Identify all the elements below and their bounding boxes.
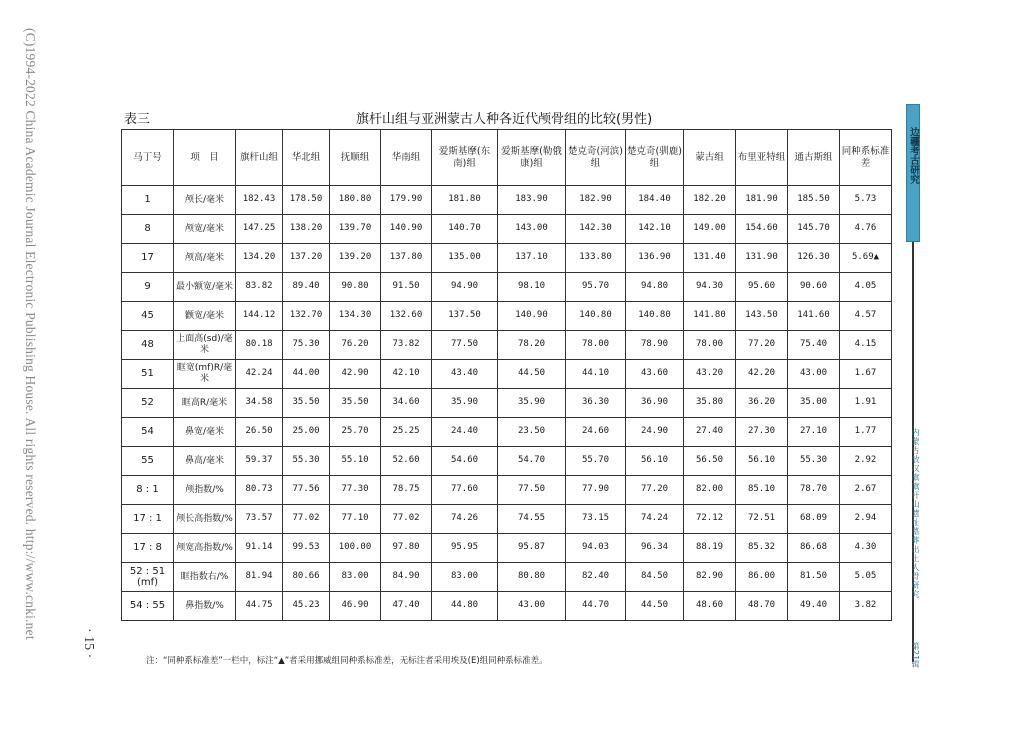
value-cell: 77.90 bbox=[566, 476, 626, 505]
table-footnote: 注：“同种系标准差”一栏中，标注“▲”者采用挪威组同种系标准差，无标注者采用埃及(E)组同种系标准差。 bbox=[146, 656, 548, 666]
value-cell: 25.70 bbox=[330, 418, 381, 447]
martin-number-cell: 1 bbox=[122, 186, 174, 215]
martin-number-cell: 51 bbox=[122, 360, 174, 389]
value-cell: 137.20 bbox=[283, 244, 330, 273]
table-body bbox=[122, 186, 892, 621]
value-cell: 182.90 bbox=[566, 186, 626, 215]
column-header: 同种系标准差 bbox=[840, 130, 892, 186]
martin-number-cell: 55 bbox=[122, 447, 174, 476]
value-cell: 72.12 bbox=[684, 505, 736, 534]
value-cell: 5.69▲ bbox=[840, 244, 892, 273]
value-cell: 83.00 bbox=[432, 563, 498, 592]
table-row bbox=[122, 360, 892, 389]
table-row bbox=[122, 563, 892, 592]
column-header: 华南组 bbox=[381, 130, 432, 186]
value-cell: 132.70 bbox=[283, 302, 330, 331]
value-cell: 4.76 bbox=[840, 215, 892, 244]
value-cell: 55.30 bbox=[788, 447, 840, 476]
value-cell: 43.20 bbox=[684, 360, 736, 389]
value-cell: 139.20 bbox=[330, 244, 381, 273]
value-cell: 45.23 bbox=[283, 592, 330, 621]
value-cell: 138.20 bbox=[283, 215, 330, 244]
value-cell: 86.00 bbox=[736, 563, 788, 592]
column-header: 华北组 bbox=[283, 130, 330, 186]
value-cell: 42.24 bbox=[236, 360, 283, 389]
value-cell: 143.00 bbox=[498, 215, 566, 244]
value-cell: 43.60 bbox=[626, 360, 684, 389]
value-cell: 85.10 bbox=[736, 476, 788, 505]
value-cell: 144.12 bbox=[236, 302, 283, 331]
value-cell: 145.70 bbox=[788, 215, 840, 244]
value-cell: 82.40 bbox=[566, 563, 626, 592]
value-cell: 48.70 bbox=[736, 592, 788, 621]
martin-number-cell: 17 bbox=[122, 244, 174, 273]
value-cell: 140.90 bbox=[498, 302, 566, 331]
value-cell: 2.94 bbox=[840, 505, 892, 534]
column-header: 爱斯基摩(勒俄康)组 bbox=[498, 130, 566, 186]
value-cell: 48.60 bbox=[684, 592, 736, 621]
martin-number-cell: 17 : 1 bbox=[122, 505, 174, 534]
table-row bbox=[122, 273, 892, 302]
value-cell: 178.50 bbox=[283, 186, 330, 215]
column-header: 抚顺组 bbox=[330, 130, 381, 186]
value-cell: 140.70 bbox=[432, 215, 498, 244]
value-cell: 78.90 bbox=[626, 331, 684, 360]
journal-side-tab bbox=[906, 104, 920, 242]
value-cell: 77.50 bbox=[432, 331, 498, 360]
value-cell: 56.50 bbox=[684, 447, 736, 476]
value-cell: 43.00 bbox=[498, 592, 566, 621]
value-cell: 181.90 bbox=[736, 186, 788, 215]
value-cell: 27.10 bbox=[788, 418, 840, 447]
value-cell: 94.90 bbox=[432, 273, 498, 302]
value-cell: 27.40 bbox=[684, 418, 736, 447]
value-cell: 94.80 bbox=[626, 273, 684, 302]
value-cell: 49.40 bbox=[788, 592, 840, 621]
value-cell: 131.40 bbox=[684, 244, 736, 273]
value-cell: 132.60 bbox=[381, 302, 432, 331]
table-row bbox=[122, 447, 892, 476]
value-cell: 68.09 bbox=[788, 505, 840, 534]
value-cell: 72.51 bbox=[736, 505, 788, 534]
measurement-item-cell: 鼻高/毫米 bbox=[174, 447, 236, 476]
value-cell: 81.94 bbox=[236, 563, 283, 592]
measurement-item-cell: 颅长/毫米 bbox=[174, 186, 236, 215]
value-cell: 137.50 bbox=[432, 302, 498, 331]
value-cell: 4.15 bbox=[840, 331, 892, 360]
value-cell: 42.90 bbox=[330, 360, 381, 389]
table-row bbox=[122, 215, 892, 244]
value-cell: 99.53 bbox=[283, 534, 330, 563]
value-cell: 56.10 bbox=[626, 447, 684, 476]
table-row bbox=[122, 389, 892, 418]
value-cell: 1.91 bbox=[840, 389, 892, 418]
measurement-item-cell: 颧宽/毫米 bbox=[174, 302, 236, 331]
value-cell: 56.10 bbox=[736, 447, 788, 476]
column-header: 楚克奇(河滨)组 bbox=[566, 130, 626, 186]
value-cell: 83.82 bbox=[236, 273, 283, 302]
measurement-item-cell: 鼻宽/毫米 bbox=[174, 418, 236, 447]
value-cell: 47.40 bbox=[381, 592, 432, 621]
value-cell: 74.26 bbox=[432, 505, 498, 534]
value-cell: 141.80 bbox=[684, 302, 736, 331]
value-cell: 25.00 bbox=[283, 418, 330, 447]
value-cell: 44.00 bbox=[283, 360, 330, 389]
value-cell: 54.60 bbox=[432, 447, 498, 476]
value-cell: 95.70 bbox=[566, 273, 626, 302]
value-cell: 142.10 bbox=[626, 215, 684, 244]
value-cell: 131.90 bbox=[736, 244, 788, 273]
value-cell: 140.90 bbox=[381, 215, 432, 244]
value-cell: 80.18 bbox=[236, 331, 283, 360]
measurement-item-cell: 眶指数右/% bbox=[174, 563, 236, 592]
measurement-item-cell: 鼻指数/% bbox=[174, 592, 236, 621]
martin-number-cell: 9 bbox=[122, 273, 174, 302]
value-cell: 26.50 bbox=[236, 418, 283, 447]
value-cell: 5.73 bbox=[840, 186, 892, 215]
value-cell: 179.90 bbox=[381, 186, 432, 215]
value-cell: 35.00 bbox=[788, 389, 840, 418]
journal-side-tab-label: 边疆考古研究 bbox=[908, 127, 919, 184]
value-cell: 73.15 bbox=[566, 505, 626, 534]
value-cell: 44.50 bbox=[626, 592, 684, 621]
value-cell: 91.50 bbox=[381, 273, 432, 302]
measurement-item-cell: 眶高R/毫米 bbox=[174, 389, 236, 418]
measurement-item-cell: 颅宽/毫米 bbox=[174, 215, 236, 244]
value-cell: 85.32 bbox=[736, 534, 788, 563]
value-cell: 24.60 bbox=[566, 418, 626, 447]
value-cell: 4.57 bbox=[840, 302, 892, 331]
value-cell: 183.90 bbox=[498, 186, 566, 215]
value-cell: 42.10 bbox=[381, 360, 432, 389]
value-cell: 77.56 bbox=[283, 476, 330, 505]
value-cell: 80.66 bbox=[283, 563, 330, 592]
article-running-title: 内蒙古敖汉旗旗杆山遗址墓葬出土人骨研究 bbox=[911, 428, 920, 599]
value-cell: 134.20 bbox=[236, 244, 283, 273]
value-cell: 136.90 bbox=[626, 244, 684, 273]
value-cell: 74.55 bbox=[498, 505, 566, 534]
value-cell: 1.77 bbox=[840, 418, 892, 447]
martin-number-cell: 52 bbox=[122, 389, 174, 418]
value-cell: 81.50 bbox=[788, 563, 840, 592]
value-cell: 77.20 bbox=[736, 331, 788, 360]
measurement-item-cell: 颅长高指数/% bbox=[174, 505, 236, 534]
value-cell: 78.75 bbox=[381, 476, 432, 505]
value-cell: 89.40 bbox=[283, 273, 330, 302]
copyright-watermark: (C)1994-2022 China Academic Journal Electronic Publishing House. All rights reserved. http://www.cnki.net bbox=[23, 28, 38, 640]
value-cell: 78.00 bbox=[684, 331, 736, 360]
value-cell: 35.50 bbox=[283, 389, 330, 418]
column-header: 爱斯基摩(东南)组 bbox=[432, 130, 498, 186]
value-cell: 83.00 bbox=[330, 563, 381, 592]
value-cell: 126.30 bbox=[788, 244, 840, 273]
value-cell: 90.60 bbox=[788, 273, 840, 302]
column-header: 楚克奇(驯鹿)组 bbox=[626, 130, 684, 186]
value-cell: 36.90 bbox=[626, 389, 684, 418]
value-cell: 147.25 bbox=[236, 215, 283, 244]
value-cell: 77.02 bbox=[381, 505, 432, 534]
value-cell: 77.20 bbox=[626, 476, 684, 505]
value-cell: 135.00 bbox=[432, 244, 498, 273]
value-cell: 2.67 bbox=[840, 476, 892, 505]
value-cell: 185.50 bbox=[788, 186, 840, 215]
value-cell: 77.60 bbox=[432, 476, 498, 505]
martin-number-cell: 48 bbox=[122, 331, 174, 360]
comparison-table-container bbox=[121, 129, 891, 621]
value-cell: 78.00 bbox=[566, 331, 626, 360]
martin-number-cell: 45 bbox=[122, 302, 174, 331]
value-cell: 73.82 bbox=[381, 331, 432, 360]
value-cell: 76.20 bbox=[330, 331, 381, 360]
value-cell: 77.02 bbox=[283, 505, 330, 534]
value-cell: 139.70 bbox=[330, 215, 381, 244]
value-cell: 137.80 bbox=[381, 244, 432, 273]
martin-number-cell: 52 : 51 (mf) bbox=[122, 563, 174, 592]
value-cell: 59.37 bbox=[236, 447, 283, 476]
value-cell: 77.50 bbox=[498, 476, 566, 505]
value-cell: 88.19 bbox=[684, 534, 736, 563]
value-cell: 90.80 bbox=[330, 273, 381, 302]
value-cell: 44.10 bbox=[566, 360, 626, 389]
value-cell: 4.30 bbox=[840, 534, 892, 563]
value-cell: 4.05 bbox=[840, 273, 892, 302]
value-cell: 78.20 bbox=[498, 331, 566, 360]
measurement-item-cell: 颅宽高指数/% bbox=[174, 534, 236, 563]
measurement-item-cell: 上面高(sd)/毫米 bbox=[174, 331, 236, 360]
table-row bbox=[122, 302, 892, 331]
measurement-item-cell: 颅高/毫米 bbox=[174, 244, 236, 273]
value-cell: 2.92 bbox=[840, 447, 892, 476]
value-cell: 75.40 bbox=[788, 331, 840, 360]
column-header: 蒙古组 bbox=[684, 130, 736, 186]
value-cell: 27.30 bbox=[736, 418, 788, 447]
table-row bbox=[122, 244, 892, 273]
martin-number-cell: 54 bbox=[122, 418, 174, 447]
value-cell: 46.90 bbox=[330, 592, 381, 621]
value-cell: 86.68 bbox=[788, 534, 840, 563]
table-row bbox=[122, 476, 892, 505]
value-cell: 95.60 bbox=[736, 273, 788, 302]
value-cell: 44.50 bbox=[498, 360, 566, 389]
table-row bbox=[122, 505, 892, 534]
value-cell: 91.14 bbox=[236, 534, 283, 563]
value-cell: 34.58 bbox=[236, 389, 283, 418]
value-cell: 133.80 bbox=[566, 244, 626, 273]
value-cell: 149.00 bbox=[684, 215, 736, 244]
value-cell: 42.20 bbox=[736, 360, 788, 389]
value-cell: 180.80 bbox=[330, 186, 381, 215]
value-cell: 25.25 bbox=[381, 418, 432, 447]
value-cell: 35.50 bbox=[330, 389, 381, 418]
table-header-row bbox=[122, 130, 892, 186]
value-cell: 134.30 bbox=[330, 302, 381, 331]
value-cell: 55.30 bbox=[283, 447, 330, 476]
value-cell: 44.80 bbox=[432, 592, 498, 621]
value-cell: 84.50 bbox=[626, 563, 684, 592]
martin-number-cell: 8 : 1 bbox=[122, 476, 174, 505]
page-number: · 15 · bbox=[81, 628, 96, 659]
value-cell: 24.90 bbox=[626, 418, 684, 447]
value-cell: 24.40 bbox=[432, 418, 498, 447]
value-cell: 1.67 bbox=[840, 360, 892, 389]
measurement-item-cell: 最小额宽/毫米 bbox=[174, 273, 236, 302]
value-cell: 74.24 bbox=[626, 505, 684, 534]
value-cell: 35.80 bbox=[684, 389, 736, 418]
value-cell: 36.20 bbox=[736, 389, 788, 418]
value-cell: 94.03 bbox=[566, 534, 626, 563]
value-cell: 140.80 bbox=[626, 302, 684, 331]
value-cell: 182.20 bbox=[684, 186, 736, 215]
value-cell: 43.00 bbox=[788, 360, 840, 389]
value-cell: 3.82 bbox=[840, 592, 892, 621]
value-cell: 55.10 bbox=[330, 447, 381, 476]
value-cell: 35.90 bbox=[498, 389, 566, 418]
value-cell: 77.30 bbox=[330, 476, 381, 505]
value-cell: 75.30 bbox=[283, 331, 330, 360]
value-cell: 182.43 bbox=[236, 186, 283, 215]
value-cell: 100.00 bbox=[330, 534, 381, 563]
value-cell: 43.40 bbox=[432, 360, 498, 389]
value-cell: 82.90 bbox=[684, 563, 736, 592]
martin-number-cell: 54 : 55 bbox=[122, 592, 174, 621]
value-cell: 36.30 bbox=[566, 389, 626, 418]
table-row bbox=[122, 592, 892, 621]
table-row bbox=[122, 186, 892, 215]
table-caption-title: 旗杆山组与亚洲蒙古人种各近代颅骨组的比较(男性) bbox=[356, 112, 653, 127]
table-row bbox=[122, 418, 892, 447]
martin-number-cell: 17 : 8 bbox=[122, 534, 174, 563]
column-header: 马丁号 bbox=[122, 130, 174, 186]
value-cell: 181.80 bbox=[432, 186, 498, 215]
value-cell: 80.73 bbox=[236, 476, 283, 505]
table-row bbox=[122, 534, 892, 563]
value-cell: 73.57 bbox=[236, 505, 283, 534]
value-cell: 80.80 bbox=[498, 563, 566, 592]
value-cell: 95.87 bbox=[498, 534, 566, 563]
value-cell: 184.40 bbox=[626, 186, 684, 215]
measurement-item-cell: 眶宽(mf)R/毫米 bbox=[174, 360, 236, 389]
table-caption-label: 表三 bbox=[124, 112, 151, 127]
issue-label: 第21辑 bbox=[911, 642, 920, 669]
value-cell: 137.10 bbox=[498, 244, 566, 273]
value-cell: 5.05 bbox=[840, 563, 892, 592]
martin-number-cell: 8 bbox=[122, 215, 174, 244]
column-header: 旗杆山组 bbox=[236, 130, 283, 186]
value-cell: 34.60 bbox=[381, 389, 432, 418]
value-cell: 84.90 bbox=[381, 563, 432, 592]
value-cell: 97.80 bbox=[381, 534, 432, 563]
value-cell: 44.70 bbox=[566, 592, 626, 621]
measurement-item-cell: 颅指数/% bbox=[174, 476, 236, 505]
value-cell: 96.34 bbox=[626, 534, 684, 563]
value-cell: 35.90 bbox=[432, 389, 498, 418]
value-cell: 77.10 bbox=[330, 505, 381, 534]
value-cell: 141.60 bbox=[788, 302, 840, 331]
value-cell: 44.75 bbox=[236, 592, 283, 621]
column-header: 项 目 bbox=[174, 130, 236, 186]
value-cell: 82.00 bbox=[684, 476, 736, 505]
value-cell: 154.60 bbox=[736, 215, 788, 244]
column-header: 布里亚特组 bbox=[736, 130, 788, 186]
value-cell: 54.70 bbox=[498, 447, 566, 476]
value-cell: 98.10 bbox=[498, 273, 566, 302]
value-cell: 23.50 bbox=[498, 418, 566, 447]
value-cell: 140.80 bbox=[566, 302, 626, 331]
value-cell: 142.30 bbox=[566, 215, 626, 244]
value-cell: 78.70 bbox=[788, 476, 840, 505]
comparison-table bbox=[121, 129, 892, 621]
value-cell: 94.30 bbox=[684, 273, 736, 302]
value-cell: 95.95 bbox=[432, 534, 498, 563]
table-row bbox=[122, 331, 892, 360]
column-header: 通古斯组 bbox=[788, 130, 840, 186]
value-cell: 143.50 bbox=[736, 302, 788, 331]
value-cell: 52.60 bbox=[381, 447, 432, 476]
value-cell: 55.70 bbox=[566, 447, 626, 476]
